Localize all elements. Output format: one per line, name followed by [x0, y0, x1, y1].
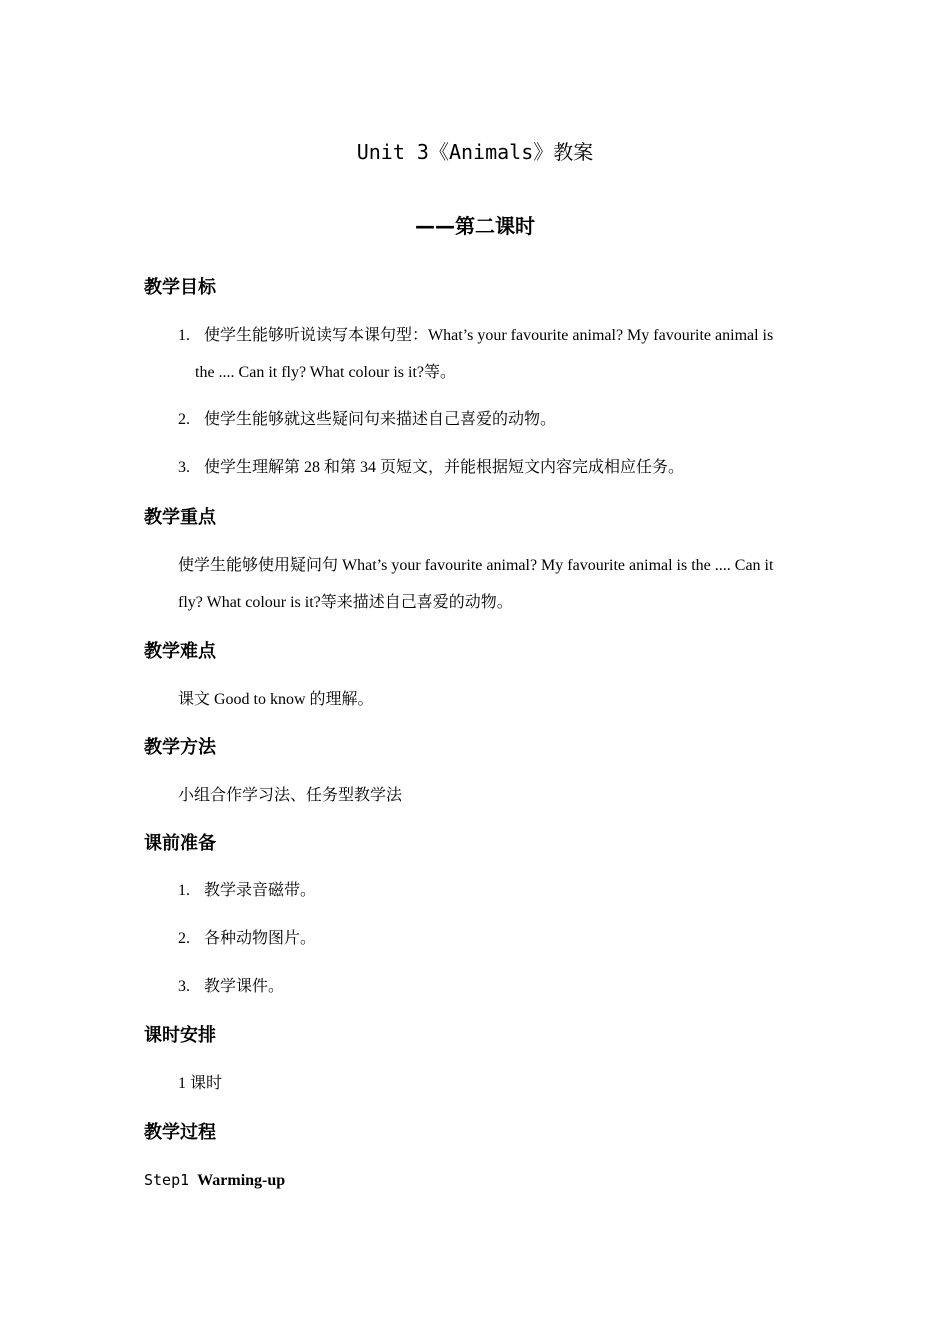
- list-number: 1.: [178, 882, 190, 899]
- list-number: 3.: [178, 978, 190, 995]
- list-number: 2.: [178, 930, 190, 947]
- key-points-line1: 使学生能够使用疑问句 What’s your favourite animal? My favourite animal is the .... Can it: [178, 557, 774, 574]
- list-number: 1.: [178, 327, 190, 344]
- preparation-item-1: [178, 879, 316, 903]
- list-item-text: 使学生能够就这些疑问句来描述自己喜爱的动物。: [204, 411, 557, 428]
- step-1: [144, 1168, 285, 1193]
- list-item-text: 教学录音磁带。: [204, 882, 317, 899]
- document-title: Unit 3《Animals》教案: [356, 140, 594, 164]
- list-item-text: 使学生理解第 28 和第 34 页短文，并能根据短文内容完成相应任务。: [204, 459, 685, 476]
- step-label: Step1: [144, 1171, 190, 1189]
- preparation-item-2: [178, 927, 316, 951]
- list-number: 2.: [178, 411, 190, 428]
- objective-item-1-line1: [178, 324, 773, 348]
- preparation-heading: 课前准备: [144, 833, 216, 854]
- schedule-text: 1 课时: [178, 1075, 223, 1092]
- process-heading: 教学过程: [144, 1122, 216, 1143]
- list-item-text: 教学课件。: [204, 978, 285, 995]
- preparation-item-3: [178, 975, 284, 999]
- objective-item-1-line2: the .... Can it fly? What colour is it?等。: [195, 364, 456, 381]
- methods-text: 小组合作学习法、任务型教学法: [178, 787, 403, 804]
- key-points-line2: fly? What colour is it?等来描述自己喜爱的动物。: [178, 594, 513, 611]
- key-points-heading: 教学重点: [144, 507, 216, 528]
- list-item-text: 各种动物图片。: [204, 930, 317, 947]
- list-number: 3.: [178, 459, 190, 476]
- objective-item-2: [178, 408, 556, 432]
- difficulties-text: 课文 Good to know 的理解。: [178, 691, 374, 708]
- step-name: Warming-up: [197, 1172, 286, 1189]
- objectives-heading: 教学目标: [144, 277, 216, 298]
- schedule-heading: 课时安排: [144, 1025, 216, 1046]
- objective-item-3: [178, 456, 684, 480]
- methods-heading: 教学方法: [144, 737, 216, 758]
- list-item-text: 使学生能够听说读写本课句型：What’s your favourite animal? My favourite animal is: [204, 327, 774, 344]
- difficulties-heading: 教学难点: [144, 641, 216, 662]
- document-subtitle: ——第二课时: [415, 214, 535, 238]
